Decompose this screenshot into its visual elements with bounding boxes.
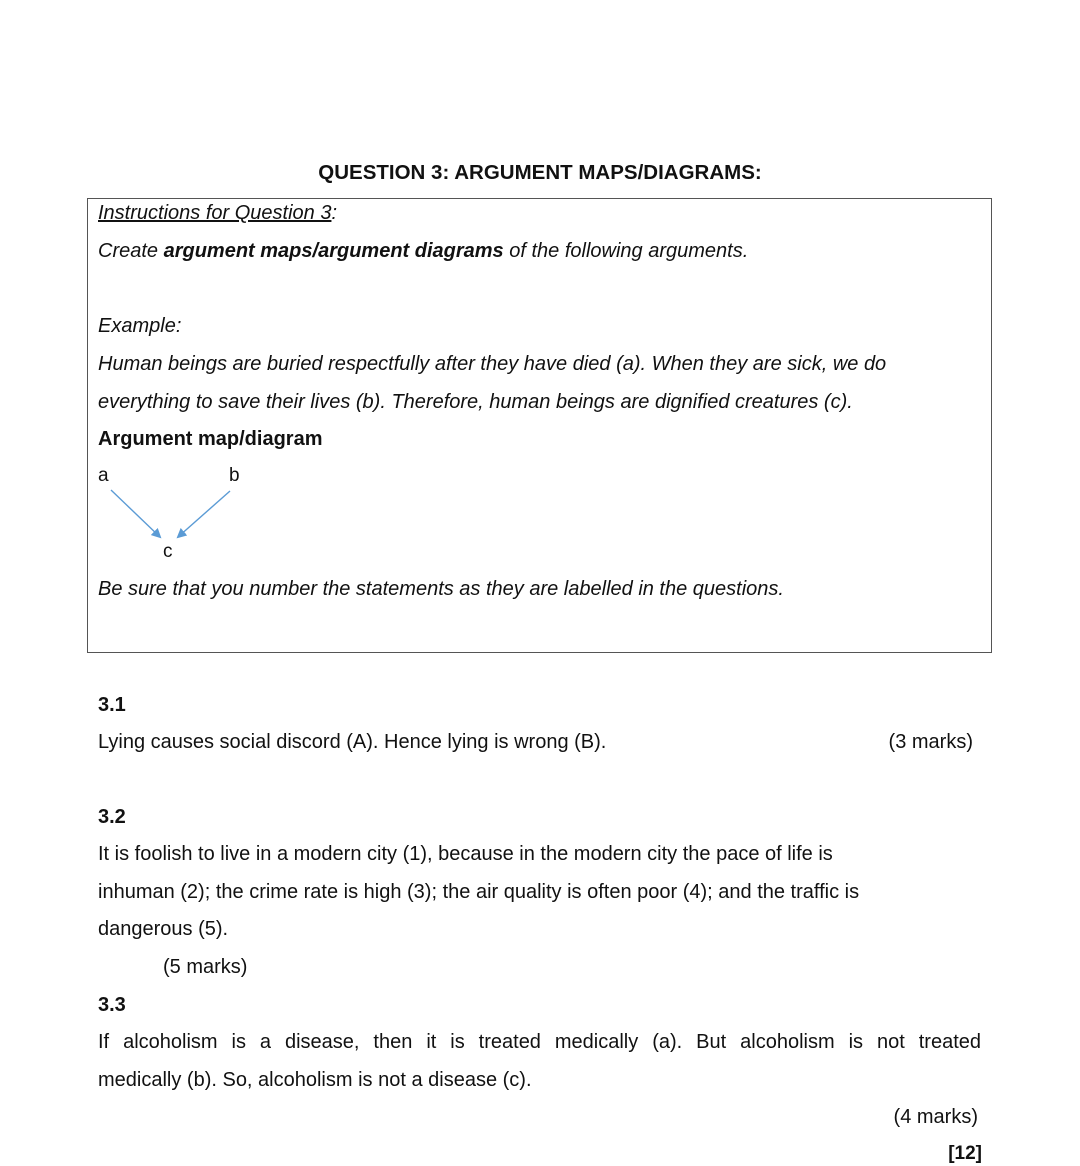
- question-number: 3.1: [98, 694, 126, 716]
- example-line-1: Human beings are buried respectfully after they have died (a). When they are sick, we do: [98, 353, 887, 375]
- question-text-line: dangerous (5).: [98, 918, 229, 940]
- total-marks: [12]: [948, 1143, 982, 1164]
- argument-diagram: [100, 485, 250, 545]
- diagram-node-c: c: [163, 541, 173, 562]
- question-text-line: Lying causes social discord (A). Hence lying is wrong (B).: [98, 731, 607, 753]
- instructions-line-suffix: of the following arguments.: [503, 240, 749, 262]
- numbering-note: Be sure that you number the statements as they are labelled in the questions.: [98, 578, 784, 600]
- instructions-line-prefix: Create: [98, 240, 164, 262]
- question-number: 3.3: [98, 994, 126, 1016]
- instructions-heading-colon: :: [331, 202, 338, 224]
- question-text-line: inhuman (2); the crime rate is high (3); the air quality is often poor (4); and the traffic is: [98, 881, 860, 903]
- question-text-line: It is foolish to live in a modern city (1), because in the modern city the pace of life is: [98, 843, 833, 865]
- instructions-heading: [98, 202, 337, 225]
- instructions-heading-text: Instructions for Question 3: [98, 202, 332, 224]
- question-marks: (4 marks): [893, 1106, 978, 1128]
- arrow-b-to-c: [178, 491, 230, 537]
- question-marks: (5 marks): [163, 956, 248, 978]
- instructions-line-bold: argument maps/argument diagrams: [163, 240, 504, 262]
- arrow-a-to-c: [111, 490, 160, 537]
- question-number: 3.2: [98, 806, 126, 828]
- question-marks: (3 marks): [888, 731, 973, 753]
- example-label: Example:: [98, 315, 182, 337]
- diagram-node-b: b: [229, 465, 240, 486]
- diagram-node-a: a: [98, 465, 109, 486]
- question-text-line: If alcoholism is a disease, then it is treated medically (a). But alcoholism is not treated: [98, 1031, 981, 1053]
- argument-map-heading: Argument map/diagram: [98, 428, 323, 450]
- question-text-line: medically (b). So, alcoholism is not a disease (c).: [98, 1069, 532, 1091]
- example-line-2: everything to save their lives (b). Therefore, human beings are dignified creatures (c).: [98, 391, 853, 413]
- question-title: QUESTION 3: ARGUMENT MAPS/DIAGRAMS:: [318, 161, 762, 184]
- instructions-line: [98, 240, 748, 263]
